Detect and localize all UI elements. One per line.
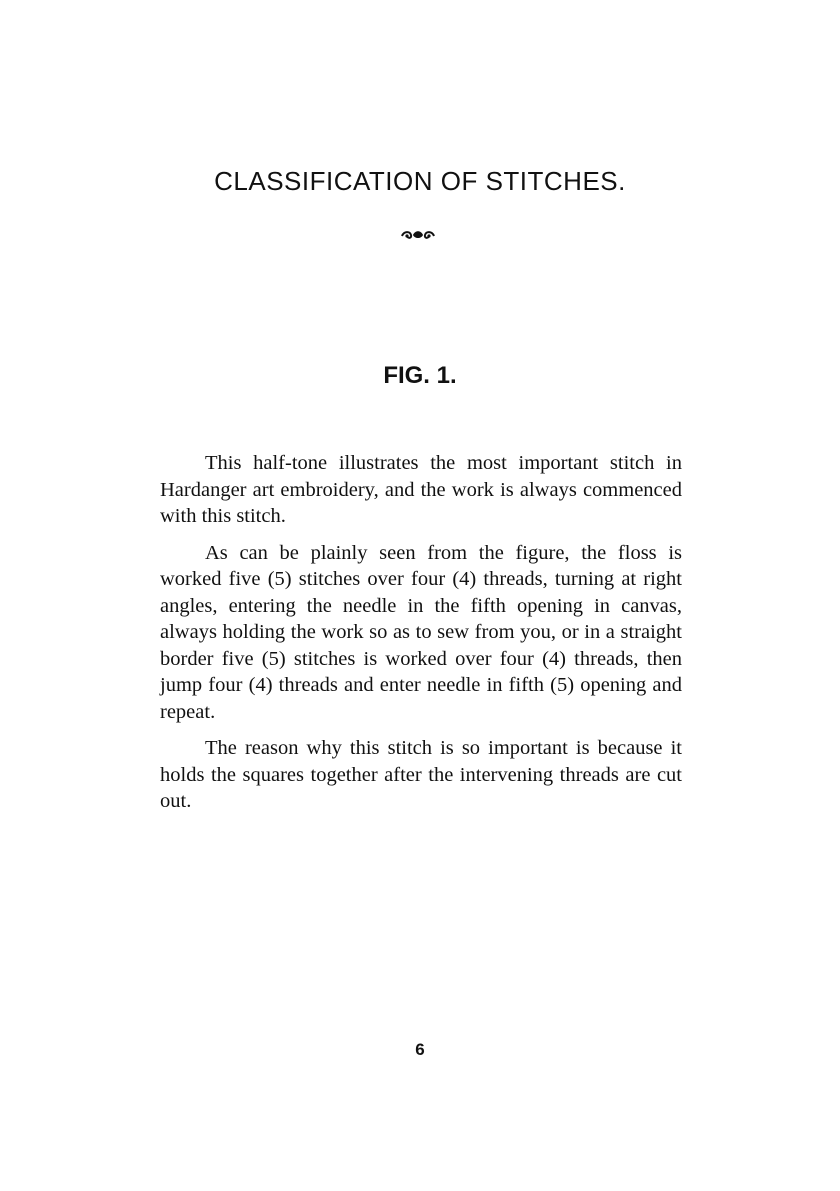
figure-heading: FIG. 1. [383,362,457,389]
body-text [160,450,682,825]
fleuron-ornament-icon [398,228,438,242]
page-number: 6 [415,1040,425,1059]
page-top-margin [0,0,840,140]
paragraph: As can be plainly seen from the figure, the floss is worked five (5) stitches over four (4) threads, turning at right angles, entering the needle in the fifth opening in canvas, always holding the work so as to sew from you, or in a straight border five (5) stitches is worked over four (4) threads, then jump four (4) threads and enter needle in fifth (5) opening and repeat. [160,541,682,723]
page-title: CLASSIFICATION OF STITCHES. [214,166,626,196]
paragraph: The reason why this stitch is so important is because it holds the squares together after the intervening threads are cut out. [160,737,682,812]
paragraph: This half-tone illustrates the most important stitch in Hardanger art embroidery, and the work is always commenced with this stitch. [160,452,682,527]
